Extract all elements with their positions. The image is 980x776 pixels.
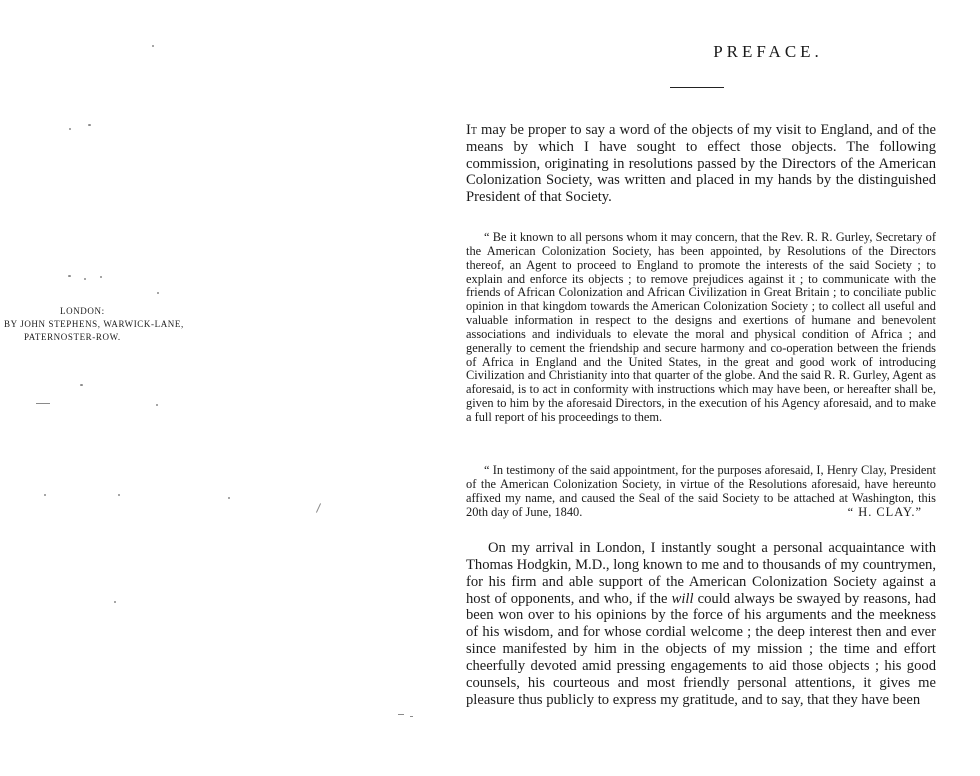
commission-paragraph: “ Be it known to all persons whom it may concern, that the Rev. R. R. Gurley, Secretary of the American Colonization Society, has been appointed, by Resolutions of the Directors thereof, an Agent to proceed to England to promote the interests of the said Society ; to explain and enforce its objects ; to remove prejudices against it ; to communicate with the friends of African Colonization and African Civilization in Great Britain ; to conciliate public opinion in that kingdom towards the American Colonization Society ; to collect all useful and valuable information in respect to the designs and exertions of humane and benevolent associations and individuals to elevate the moral and physical condition of Africa ; and generally to cement the friendship and secure harmony and co-operation between the friends of Africa in England and the United States, in the great and good work of introducing Civilization and Christianity into that quarter of the globe. And the said R. R. Gurley, Agent as aforesaid, is to act in conformity with instructions which may have been, or hereafter shall be, given to him by the aforesaid Directors, in the execution of his Agency aforesaid, and to make a full report of his proceedings to them. [466,230,936,424]
paper-speck [316,503,321,512]
paper-speck [44,494,46,496]
paper-speck [410,716,413,717]
intro-first-word: It [466,122,477,138]
intro-text: may be proper to say a word of the objects of my visit to England, and of the means by which I have sought to effect those objects. The following commission, originating in resolutions passed by the Directors of the American Colonization Society, was written and placed in my hands by the distinguished President of that Society. [466,122,936,206]
arrival-text-part1: On my arrival in London, I instantly sought a personal acquaintance with Thomas Hodgkin, M.D., long known to me and to thousands of my countrymen, for his firm and able support of the American Colonization Society against a host of opponents, and who, if the [466,540,936,607]
page-title: PREFACE. [713,42,823,61]
printer-imprint [4,305,264,344]
paper-speck [152,45,154,47]
paper-speck [118,494,120,496]
paper-speck [84,278,86,280]
arrival-emphasis: will [671,590,694,607]
paper-speck [228,497,230,499]
paper-speck [114,601,116,603]
paper-speck [100,276,102,278]
paper-speck [157,292,159,294]
imprint-city: LONDON: [60,306,105,316]
imprint-printer: BY JOHN STEPHENS, WARWICK-LANE, [4,319,184,329]
paper-speck [36,403,50,404]
paper-speck [398,714,404,715]
right-page [466,0,936,776]
arrival-text-part2: could always be swayed by reasons, had been won over to his opinions by the force of his arguments and the meekness of his wisdom, and for whose cordial welcome ; the deep interest then and ever since manifested by him in the objects of my mission ; the time and effort cheerfully devoted amid pressing engagements to aid those objects ; his good counsels, his courteous and most friendly personal attentions, it gives me pleasure thus publicly to express my gratitude, and to say, that they have been [466,590,936,708]
paper-speck [68,275,71,277]
imprint-address: PATERNOSTER-ROW. [24,332,121,342]
arrival-paragraph [466,540,936,708]
left-page [0,0,445,776]
signature: “ H. CLAY.” [847,504,922,519]
paper-speck [69,128,71,130]
testimony-paragraph [466,464,936,519]
intro-paragraph [466,122,936,206]
paper-speck [88,124,91,126]
testimony-text: “ In testimony of the said appointment, for the purposes aforesaid, I, Henry Clay, President of the American Colonization Society, in virtue of the Resolutions aforesaid, have hereunto affixed my name, and caused the Seal of the said Society to be attached at Washington, this 20th day of June, 1840. [466,463,936,519]
paper-speck [156,404,158,406]
paper-speck [80,384,83,386]
title-rule [670,87,724,88]
